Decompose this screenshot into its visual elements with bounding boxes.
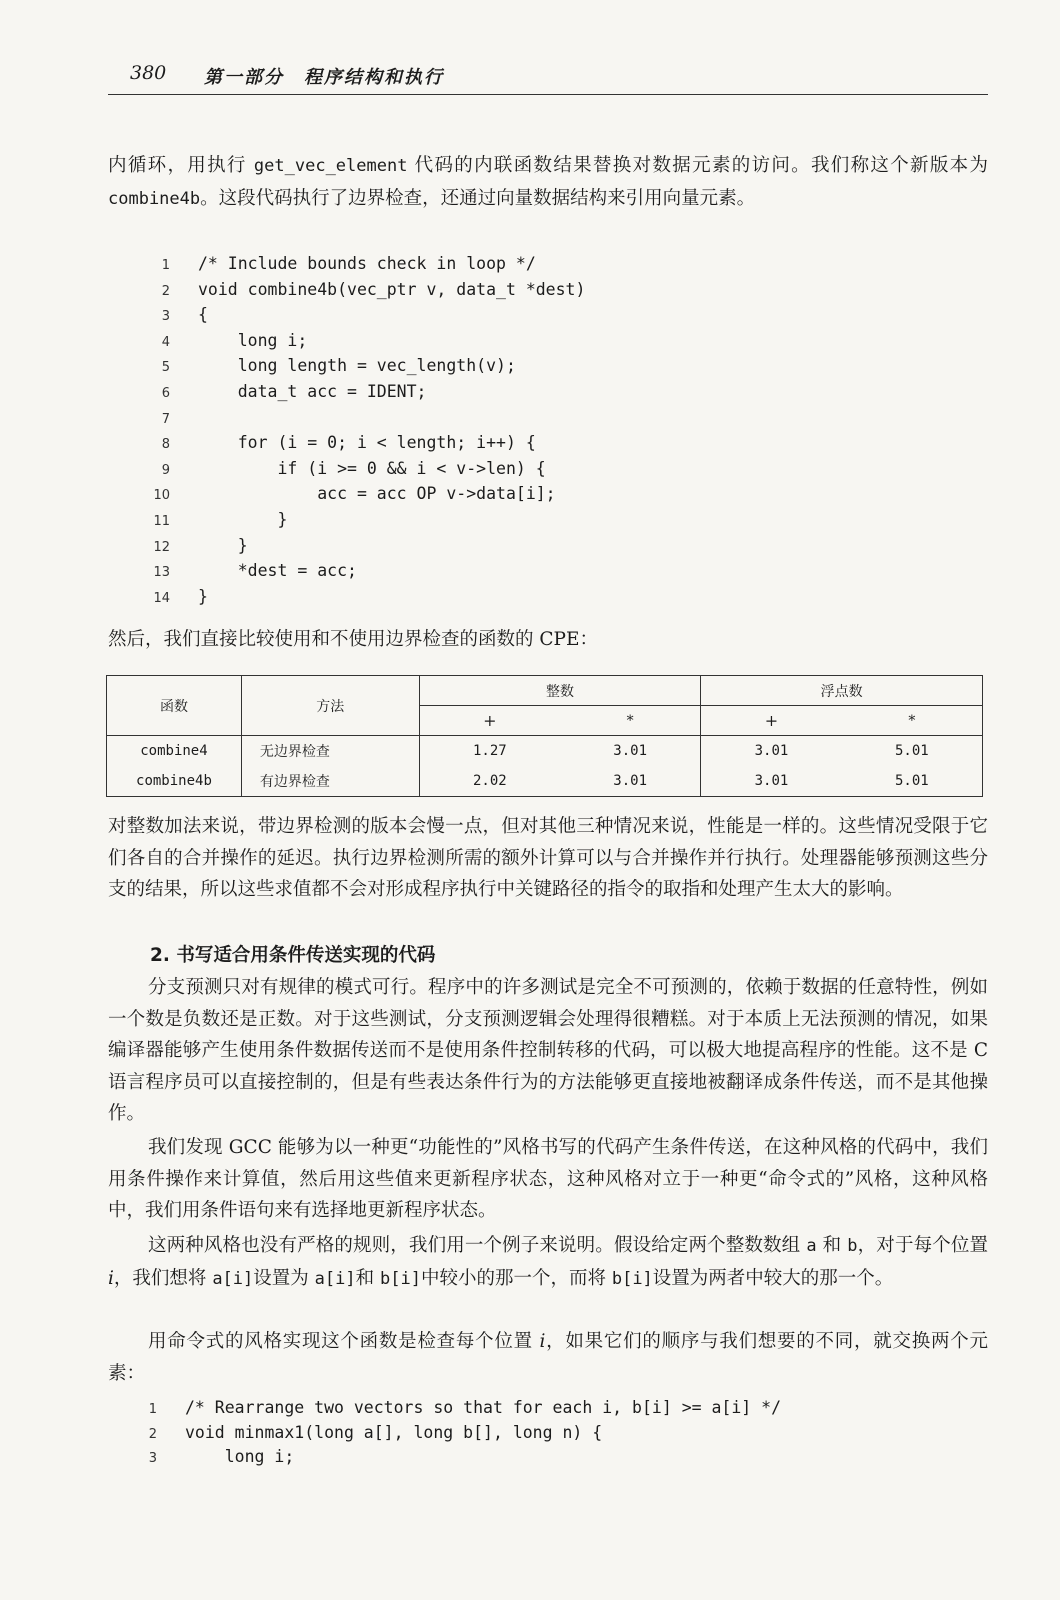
code-line [140,280,840,306]
line-number: 7 [161,411,170,427]
table-row [107,766,983,797]
code-text: /* Include bounds check in loop */ [198,254,536,273]
example-text: 和 [355,1267,380,1289]
code-line [140,331,840,357]
code-line [127,1423,927,1448]
example-text: ，对于每个位置 [857,1235,988,1256]
code-line [140,382,840,408]
intro-text-1: 内循环，用执行 [108,155,254,176]
cell-fp-mul: 5.01 [842,736,983,767]
cell-method: 无边界检查 [241,736,419,767]
code-listing-minmax1 [127,1398,927,1472]
col-header-float: 浮点数 [701,676,983,706]
code-line [140,254,840,280]
example-text: 和 [816,1235,848,1256]
example-var-i: i [108,1267,114,1289]
code-text: void combine4b(vec_ptr v, data_t *dest) [198,279,586,299]
intro-code-fn: combine4b [108,188,201,209]
line-number: 14 [153,590,170,606]
paragraph-branch-prediction: 分支预测只对有规律的模式可行。程序中的许多测试是完全不可预测的，依赖于数据的任意特性，例如一个数是负数还是正数。对于这些测试，分支预测逻辑会处理得很糟糕。对于本质上无法预测的情况，如果编译器能够产生使用条件数据传送而不是使用条件控制转移的代码，可以极大地提高程序的性能。这不是 C 语言程序员可以直接控制的，但是有些表达条件行为的方法能够更直接地被翻译成条件传送，而不是其他操作。 [108,977,988,1124]
code-text: data_t acc = IDENT; [198,381,427,401]
code-line [140,356,840,382]
example-text: ，我们想将 [113,1267,213,1289]
example-code-a: a [806,1236,817,1256]
cell-method: 有边界检查 [241,766,419,797]
intro-code-get: get_vec_element [253,156,408,176]
imperative-text: ，如果它们的顺序与我们想要的不同，就交换两个元素： [108,1331,988,1384]
example-code-bi: b[i] [380,1268,421,1289]
op-mul-fp: * [842,706,983,736]
cell-int-mul: 3.01 [560,736,701,767]
op-plus-fp: + [701,706,842,736]
line-number: 13 [153,565,170,581]
code-text: long i; [185,1447,295,1467]
cell-fp-plus: 3.01 [701,766,842,797]
example-text: 设置为两者中较大的那一个。 [652,1267,894,1289]
section-heading: 2. 书写适合用条件传送实现的代码 [150,945,436,966]
cell-fp-mul: 5.01 [842,766,983,797]
cell-func: combine4 [107,736,242,767]
code-text: } [198,509,288,529]
cell-int-mul: 3.01 [560,766,701,797]
code-line [140,408,840,434]
running-title: 第一部分 程序结构和执行 [204,67,444,88]
example-code-ai: a[i] [212,1268,254,1289]
code-line [140,433,840,459]
intro-paragraph [108,150,988,215]
imperative-var-i: i [539,1331,546,1352]
table-row [107,736,983,767]
line-number: 11 [153,513,170,529]
compare-paragraph: 然后，我们直接比较使用和不使用边界检查的函数的 CPE： [108,629,598,650]
line-number: 1 [148,1402,157,1417]
paragraph-after-table: 对整数加法来说，带边界检测的版本会慢一点，但对其他三种情况来说，性能是一样的。这些情况受限于它们各自的合并操作的延迟。执行边界检测所需的额外计算可以与合并操作并行执行。处理器能够预测这些分支的结果，所以这些求值都不会对形成程序执行中关键路径的指令的取指和处理产生太大的影响。 [108,816,988,900]
intro-text-3: 。这段代码执行了边界检查，还通过向量数据结构来引用向量元素。 [200,187,756,209]
cell-int-plus: 2.02 [419,766,560,797]
code-line [140,587,840,613]
code-text: *dest = acc; [198,561,357,581]
line-number: 6 [161,385,170,401]
example-text: 设置为 [253,1267,315,1289]
code-text: } [198,535,248,555]
line-number: 12 [153,539,170,555]
code-text: acc = acc OP v->data[i]; [198,484,556,504]
op-mul-int: * [560,706,701,736]
example-code-bi: b[i] [611,1268,653,1289]
code-line [140,536,840,562]
code-text: long length = vec_length(v); [198,356,516,376]
code-listing-combine4b [140,254,840,612]
line-number: 1 [161,258,170,273]
code-line [140,484,840,510]
paragraph-imperative [108,1326,988,1389]
line-number: 10 [153,488,170,504]
paragraph-example [108,1230,988,1295]
col-header-method: 方法 [241,676,419,736]
code-text: } [198,586,208,606]
line-number: 2 [148,1426,157,1442]
code-line [140,459,840,485]
line-number: 3 [148,1451,157,1467]
cpe-table [106,675,983,797]
line-number: 4 [161,334,170,350]
line-number: 5 [161,360,170,376]
code-text: long i; [198,330,308,350]
code-line [127,1398,927,1423]
intro-text-2: 代码的内联函数结果替换对数据元素的访问。我们称这个新版本为 [407,155,988,176]
code-line [127,1447,927,1472]
code-text: void minmax1(long a[], long b[], long n) { [185,1422,603,1442]
example-text: 这两种风格也没有严格的规则，我们用一个例子来说明。假设给定两个整数数组 [148,1235,807,1256]
line-number: 9 [161,462,170,478]
line-number: 8 [161,437,170,453]
cell-func: combine4b [107,766,242,797]
imperative-text: 用命令式的风格实现这个函数是检查每个位置 [148,1331,540,1352]
cell-int-plus: 1.27 [419,736,560,767]
example-code-ai: a[i] [314,1268,356,1289]
code-line [140,561,840,587]
col-header-integer: 整数 [419,676,701,706]
code-text: if (i >= 0 && i < v->len) { [198,458,546,478]
line-number: 3 [161,309,170,325]
cell-fp-plus: 3.01 [701,736,842,767]
op-plus-int: + [419,706,560,736]
code-text: /* Rearrange two vectors so that for each i, b[i] >= a[i] */ [185,1398,782,1417]
col-header-function: 函数 [107,676,242,736]
example-code-b: b [847,1236,858,1256]
page-header [108,58,988,95]
line-number: 2 [161,283,170,299]
code-line [140,305,840,331]
code-text: for (i = 0; i < length; i++) { [198,433,536,453]
code-text: { [198,305,208,325]
page-number: 380 [130,62,167,84]
code-line [140,510,840,536]
paragraph-gcc: 我们发现 GCC 能够为以一种更“功能性的”风格书写的代码产生条件传送，在这种风格的代码中，我们用条件操作来计算值，然后用这些值来更新程序状态，这种风格对立于一种更“命令式的”风格，这种风格中，我们用条件语句来有选择地更新程序状态。 [108,1137,988,1221]
example-text: 中较小的那一个，而将 [420,1267,612,1289]
